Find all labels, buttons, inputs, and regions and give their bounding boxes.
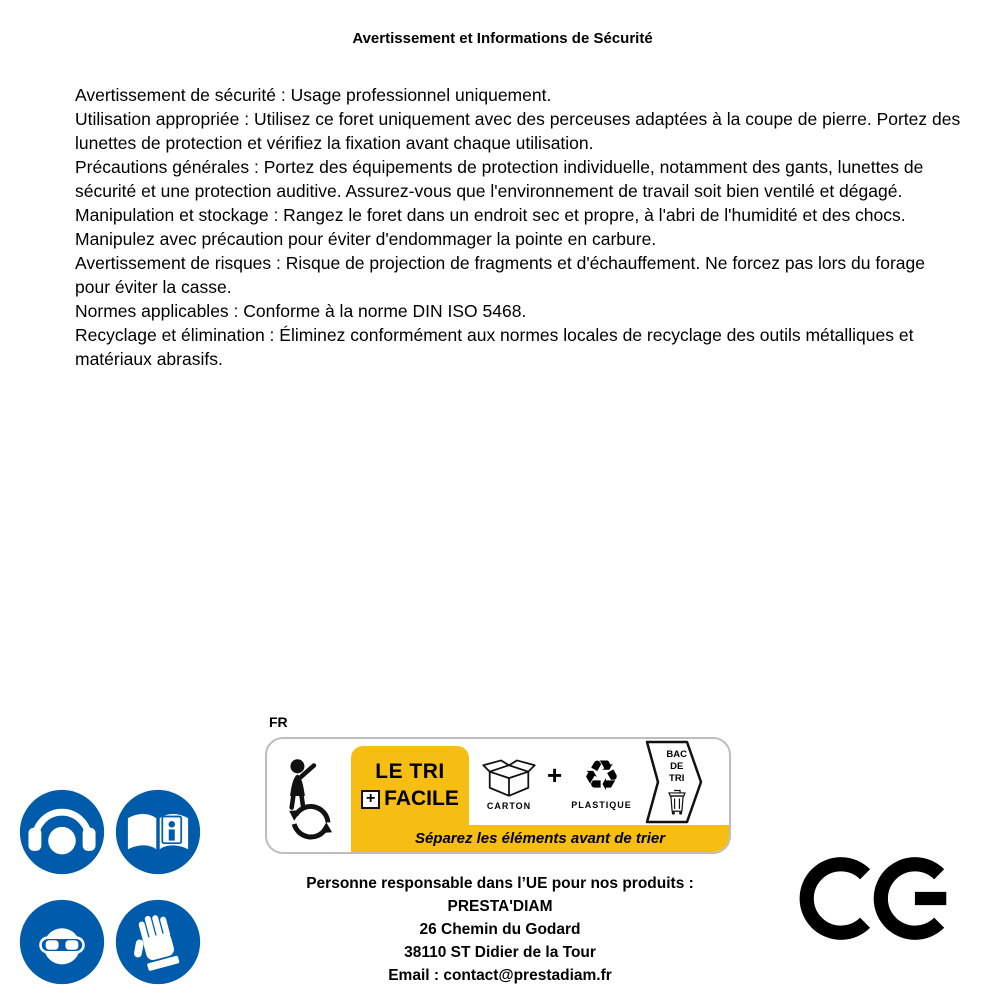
- read-instruction-manual-icon: [115, 789, 201, 875]
- le-tri-text: LE TRI: [375, 760, 445, 783]
- le-tri-facile-logo: [351, 746, 469, 825]
- wear-protective-gloves-icon: [115, 899, 201, 985]
- plus-box-icon: +: [361, 790, 380, 809]
- plastique-item: [571, 754, 632, 810]
- plus-separator: +: [547, 759, 563, 790]
- tri-tagline: Séparez les éléments avant de trier: [351, 825, 729, 852]
- recycling-paragraph: Recyclage et élimination : Éliminez conformément aux normes locales de recyclage des outils métalliques et matériaux abrasifs.: [75, 325, 914, 369]
- carton-item: [480, 754, 538, 811]
- carton-box-icon: [480, 754, 538, 799]
- safety-paragraph: Manipulation et stockage : Rangez le foret dans un endroit sec et propre, à l'abri de l'humidité et des chocs. Manipulez avec précaution pour éviter d'endommager la pointe en carbure.: [75, 205, 906, 249]
- mandatory-pictograms: [19, 789, 201, 985]
- company-name: PRESTA'DIAM: [447, 898, 553, 915]
- contact-email: Email : contact@prestadiam.fr: [388, 967, 612, 984]
- safety-paragraph: Avertissement de risques : Risque de projection de fragments et d'échauffement. Ne forcez pas lors du forage pour éviter la casse.: [75, 253, 925, 297]
- de-text: DE: [670, 760, 684, 772]
- fr-country-label: FR: [269, 714, 288, 730]
- tri-facile-badge: [265, 737, 731, 854]
- trash-bin-icon: [666, 788, 688, 815]
- responsible-block: [235, 872, 765, 987]
- bac-de-tri-content: [645, 739, 703, 825]
- bac-text: BAC: [666, 748, 687, 760]
- page-title: Avertissement et Informations de Sécurité: [352, 30, 653, 47]
- wear-ear-protection-icon: [19, 789, 105, 875]
- wear-eye-protection-icon: [19, 899, 105, 985]
- triman-icon: [267, 739, 351, 852]
- safety-text-block: [75, 83, 963, 371]
- address-line-2: 38110 ST Didier de la Tour: [404, 944, 596, 961]
- plastique-label: PLASTIQUE: [571, 800, 632, 810]
- safety-paragraph: Précautions générales : Portez des équipements de protection individuelle, notamment des gants, lunettes de sécurité et une protection auditive. Assurez-vous que l'environnement de travail soit bien ventilé et dégagé.: [75, 157, 924, 201]
- facile-text: FACILE: [384, 787, 459, 810]
- tri-facile-right: [351, 739, 729, 852]
- plastic-recycling-icon: ♻: [582, 752, 621, 799]
- facile-text-row: [361, 787, 459, 811]
- safety-paragraph: Normes applicables : Conforme à la norme DIN ISO 5468.: [75, 301, 527, 321]
- responsible-heading: Personne responsable dans l’UE pour nos produits :: [306, 875, 694, 892]
- bac-de-tri-pennant: [645, 739, 703, 825]
- tri-text: TRI: [669, 772, 685, 784]
- address-line-1: 26 Chemin du Godard: [419, 921, 581, 938]
- carton-label: CARTON: [486, 800, 532, 811]
- safety-paragraph: Avertissement de sécurité : Usage professionnel uniquement.: [75, 85, 552, 105]
- tri-facile-row: [351, 739, 729, 825]
- ce-marking-icon: [797, 851, 954, 946]
- safety-paragraph: Utilisation appropriée : Utilisez ce foret uniquement avec des perceuses adaptées à la coupe de pierre. Portez des lunettes de protection et vérifiez la fixation avant chaque utilisation.: [75, 109, 961, 153]
